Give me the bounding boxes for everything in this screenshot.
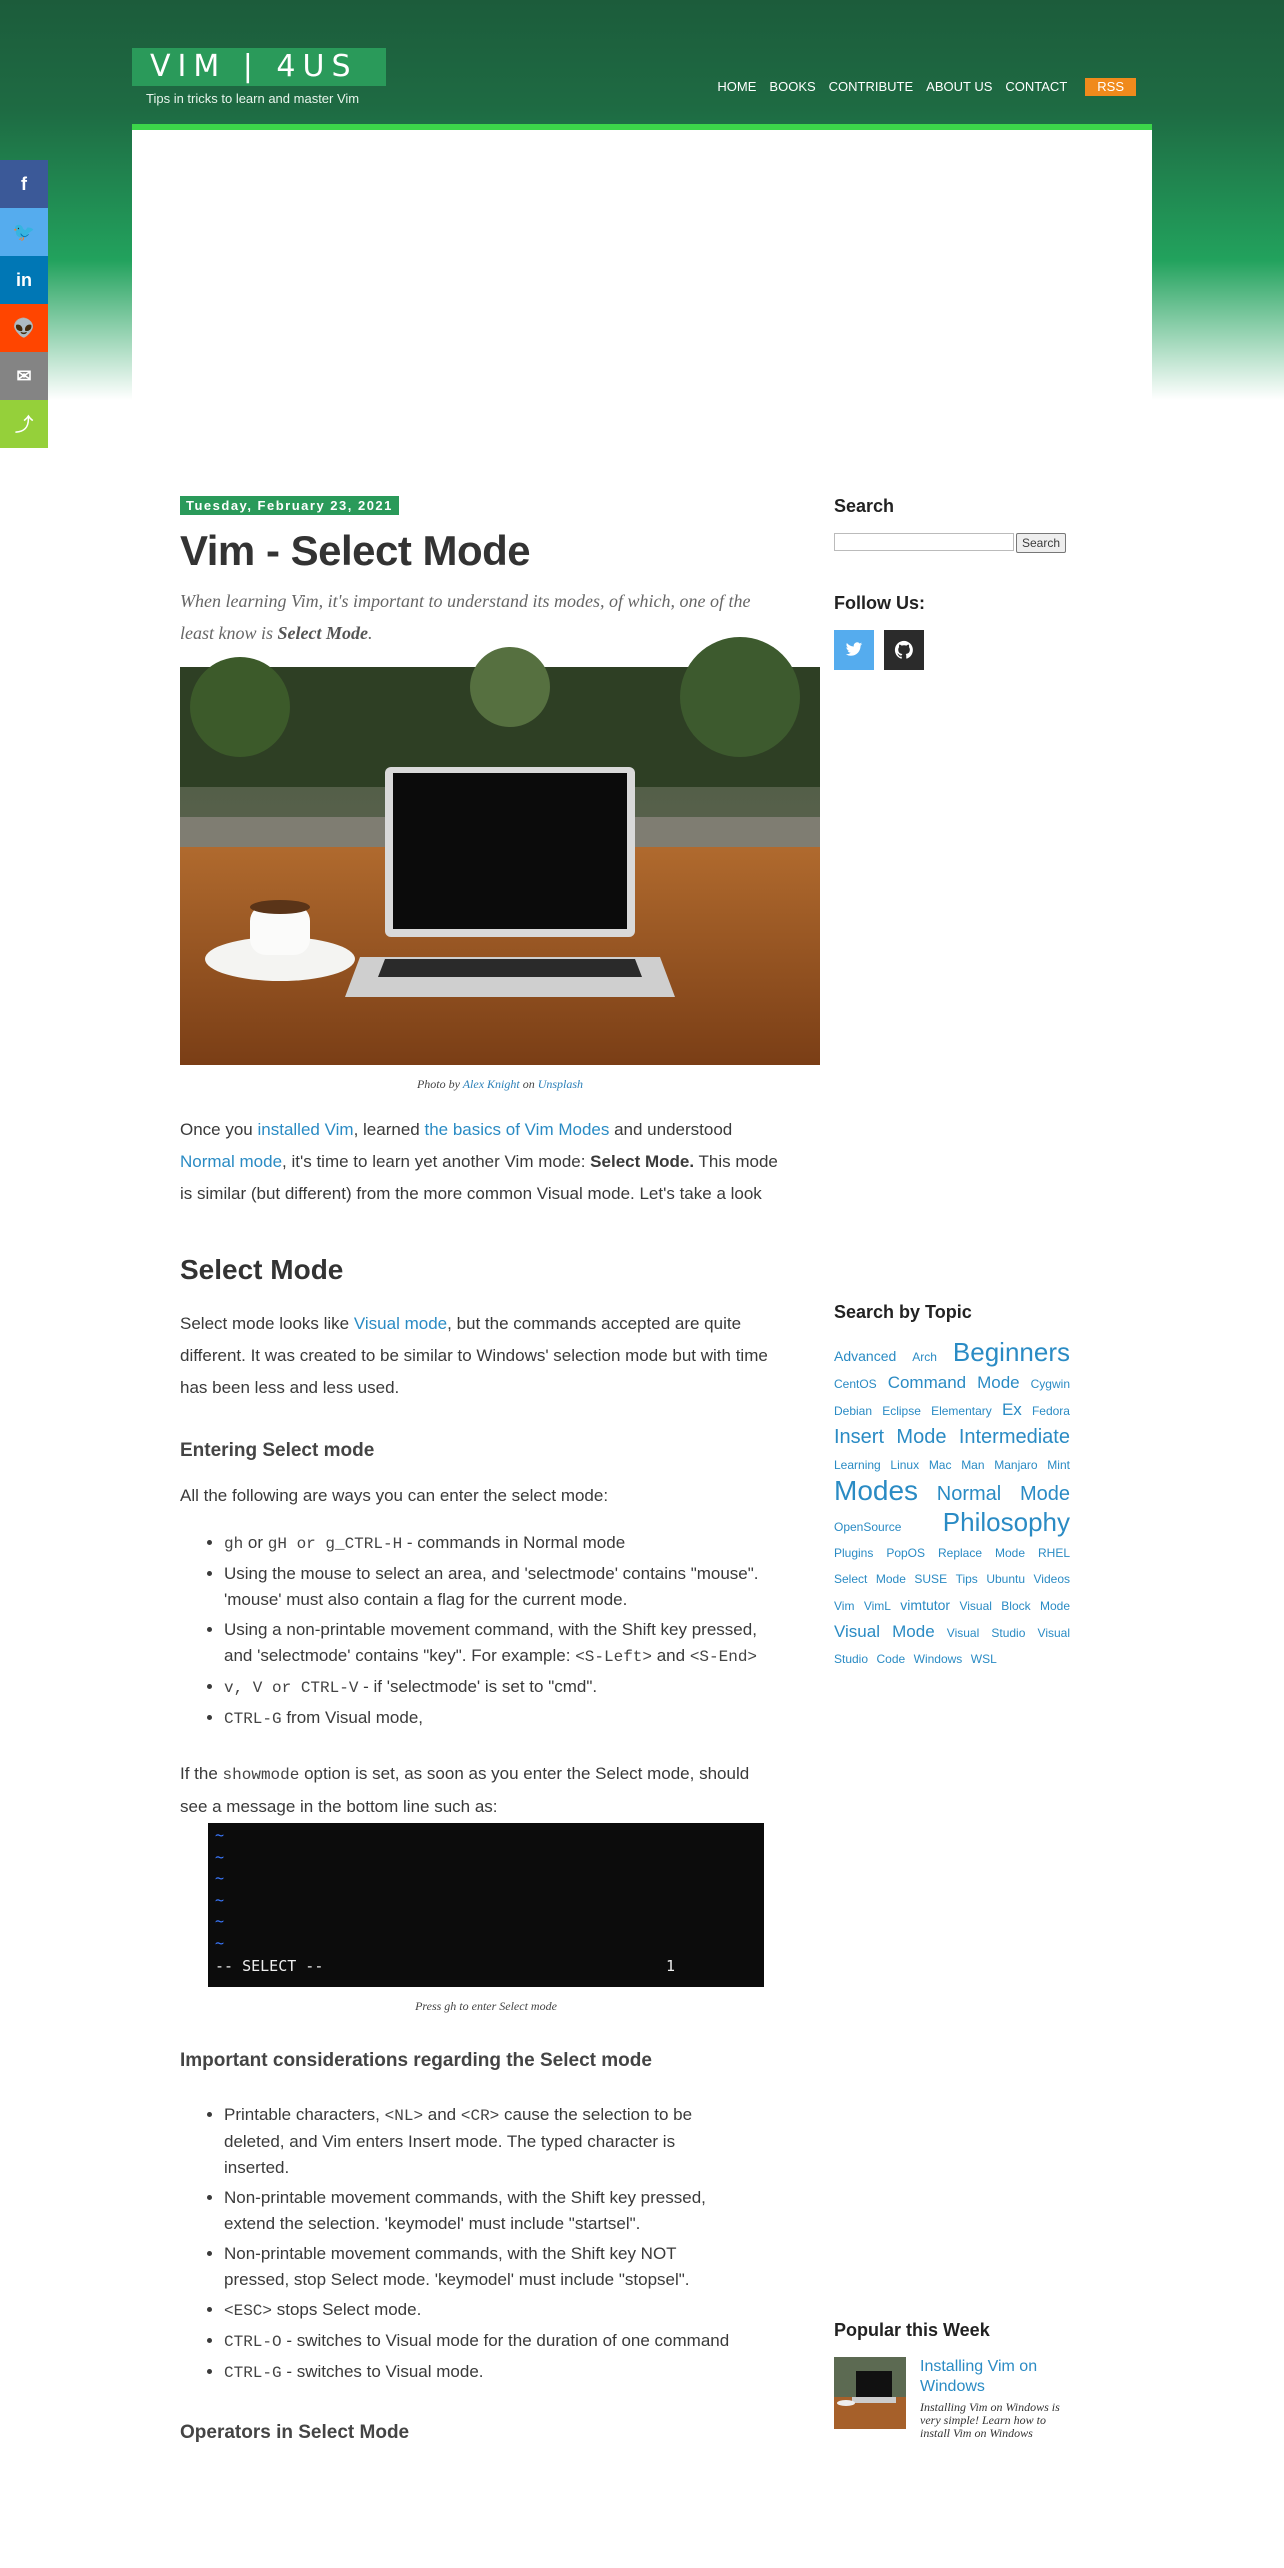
topic-tag[interactable]: Block — [1001, 1599, 1031, 1613]
inline-code: CTRL-O — [224, 2333, 282, 2351]
list-item — [224, 1674, 784, 1701]
topic-tag[interactable]: Select — [834, 1572, 868, 1586]
list-text: - if 'selectmode' is set to "cmd". — [358, 1677, 598, 1696]
topic-tag[interactable]: Elementary — [931, 1404, 992, 1418]
topic-tag[interactable]: Mode — [1039, 1599, 1071, 1613]
twitter-icon[interactable]: 🐦 — [0, 208, 48, 256]
site-logo[interactable] — [132, 48, 386, 86]
showmode-text: option is set, as soon as you enter the Select mode, should see a message in the bottom line such as: — [180, 1764, 750, 1816]
topic-tag[interactable]: SUSE — [914, 1572, 948, 1586]
caption-site-link[interactable]: Unsplash — [537, 1077, 584, 1091]
list-item — [224, 2297, 744, 2324]
list-text: and — [423, 2105, 461, 2124]
list-item — [224, 1561, 784, 1613]
post-photo-laptop — [180, 667, 820, 1065]
topic-tag[interactable]: Mode — [1019, 1483, 1070, 1505]
topic-cloud — [834, 1339, 1074, 1672]
topic-tag[interactable]: Intermediate — [958, 1426, 1070, 1448]
nav-rss[interactable]: RSS — [1085, 78, 1136, 96]
topic-tag[interactable]: Mode — [995, 1546, 1026, 1560]
topic-tag[interactable]: Code — [876, 1652, 906, 1666]
intro-text: , it's time to learn yet another Vim mode: — [282, 1152, 591, 1171]
heading-entering-select-mode: Entering Select mode — [180, 1440, 375, 1461]
facebook-icon[interactable]: f — [0, 160, 48, 208]
topic-tag[interactable]: Beginners — [952, 1337, 1070, 1367]
lead-bold: Select Mode — [277, 623, 368, 643]
intro-text: This mode is similar (but different) from the more common Visual mode. Let's take a look — [180, 1152, 778, 1203]
list-item — [224, 2102, 744, 2181]
post-title: Vim - Select Mode — [180, 527, 531, 574]
entering-list — [224, 1530, 784, 1732]
list-text: from Visual mode, — [281, 1708, 424, 1727]
link-basics-vim-modes[interactable]: the basics of Vim Modes — [424, 1120, 610, 1139]
site-tagline: Tips in tricks to learn and master Vim — [146, 91, 360, 106]
select-mode-paragraph — [180, 1308, 780, 1404]
topic-tag[interactable]: Normal — [936, 1483, 1002, 1505]
intro-bold: Select Mode. — [590, 1152, 695, 1171]
showmode-text: If the — [180, 1764, 223, 1783]
list-text: Printable characters, — [224, 2105, 385, 2124]
nav-home[interactable]: HOME — [717, 79, 757, 94]
topic-tag[interactable]: Studio — [834, 1652, 869, 1666]
topic-tag[interactable]: Vim — [834, 1599, 855, 1613]
nav-contribute[interactable]: CONTRIBUTE — [828, 79, 914, 94]
topic-tag[interactable]: Mode — [875, 1572, 906, 1586]
search-form — [834, 533, 1074, 553]
nav-about-us[interactable]: ABOUT US — [926, 79, 993, 94]
list-item — [224, 2185, 744, 2237]
follow-us-title: Follow Us: — [834, 593, 925, 613]
topic-tag[interactable]: Fedora — [1031, 1404, 1070, 1418]
sidebar — [834, 496, 1074, 2440]
list-text: - switches to Visual mode. — [281, 2362, 484, 2381]
topic-tag[interactable]: Debian — [834, 1404, 873, 1418]
topic-tag[interactable]: Mint — [1047, 1458, 1070, 1472]
topic-tag[interactable]: Man — [961, 1458, 985, 1472]
topic-tag[interactable]: Modes — [834, 1475, 919, 1506]
reddit-icon[interactable]: 👽 — [0, 304, 48, 352]
topic-tag[interactable]: Ex — [1001, 1400, 1022, 1419]
inline-code: <S-End> — [689, 1648, 758, 1666]
popular-post-title[interactable]: Installing Vim on Windows — [920, 2358, 1038, 2395]
terminal-tilde: ~ — [215, 1869, 225, 1887]
popular-this-week-title: Popular this Week — [834, 2320, 990, 2340]
search-button[interactable]: Search — [1016, 533, 1066, 553]
photo-caption — [180, 1077, 820, 1092]
inline-code: <CR> — [460, 2107, 500, 2125]
intro-text: , learned — [353, 1120, 425, 1139]
heading-select-mode: Select Mode — [180, 1254, 344, 1285]
topic-tag[interactable]: Visual — [946, 1626, 980, 1640]
select-text: Select mode looks like — [180, 1314, 354, 1333]
lead-end: . — [367, 623, 373, 643]
inline-code: v, V or CTRL-V — [224, 1679, 359, 1697]
topic-tag[interactable]: Ubuntu — [986, 1572, 1026, 1586]
caption-text-on: on — [519, 1077, 538, 1091]
share-bar — [0, 160, 48, 448]
popular-post-thumbnail[interactable] — [834, 2357, 906, 2429]
topic-tag[interactable]: Plugins — [834, 1546, 874, 1560]
list-item — [224, 1530, 784, 1557]
inline-code: showmode — [222, 1766, 300, 1784]
nav-contact[interactable]: CONTACT — [1005, 79, 1068, 94]
list-text: Non-printable movement commands, with the Shift key NOT pressed, stop Select mode. 'keymodel' must include "stopsel". — [224, 2244, 690, 2289]
terminal-tilde: ~ — [215, 1933, 225, 1952]
topic-tag[interactable]: PopOS — [886, 1546, 926, 1560]
topic-tag[interactable]: Mode — [896, 1426, 947, 1448]
topic-tag[interactable]: Mac — [928, 1458, 952, 1472]
list-text: and — [652, 1646, 690, 1665]
topic-tag[interactable]: Learning — [834, 1458, 881, 1472]
list-item — [224, 1617, 784, 1670]
search-widget-title: Search — [834, 496, 895, 516]
terminal-screenshot — [208, 1823, 764, 1987]
terminal-tilde: ~ — [215, 1847, 225, 1866]
topic-tag[interactable]: Philosophy — [942, 1507, 1070, 1537]
list-text: Using a non-printable movement command, with the Shift key pressed, and 'selectmode' contains "key". For example: — [224, 1620, 757, 1665]
inline-code: gh — [224, 1535, 244, 1553]
nav-books[interactable]: BOOKS — [769, 79, 816, 94]
intro-paragraph — [180, 1114, 780, 1210]
topic-tag[interactable]: CentOS — [834, 1377, 877, 1391]
follow-icons — [834, 630, 1074, 670]
topic-tag[interactable]: Videos — [1033, 1572, 1070, 1586]
link-normal-mode[interactable]: Normal mode — [180, 1152, 283, 1171]
topic-tag[interactable]: Studio — [991, 1626, 1026, 1640]
list-text: - switches to Visual mode for the duration of one command — [281, 2331, 730, 2350]
topic-tag[interactable]: OpenSource — [834, 1520, 902, 1534]
popular-post-desc: Installing Vim on Windows is very simple! Learn how to install Vim on Windows — [920, 2400, 1060, 2440]
topic-tag[interactable]: vimtutor — [900, 1597, 951, 1613]
linkedin-icon[interactable]: in — [0, 256, 48, 304]
topic-tag[interactable]: Visual — [1037, 1626, 1070, 1640]
inline-code: CTRL-G — [224, 1710, 282, 1728]
topic-tag[interactable]: Manjaro — [994, 1458, 1038, 1472]
inline-code: gH or g_CTRL-H — [267, 1535, 403, 1553]
inline-code: CTRL-G — [224, 2364, 282, 2382]
terminal-status: -- SELECT -- — [215, 1957, 324, 1975]
topic-tag[interactable]: WSL — [970, 1652, 997, 1666]
inline-code: <NL> — [384, 2107, 424, 2125]
search-by-topic-title: Search by Topic — [834, 1302, 972, 1322]
site-logo-text: VIM | 4US — [150, 49, 358, 84]
terminal-caption: Press gh to enter Select mode — [415, 1999, 557, 2013]
terminal-tilde: ~ — [215, 1912, 225, 1930]
topic-tag[interactable]: Insert — [834, 1426, 885, 1448]
list-item — [224, 2241, 744, 2293]
list-text: - commands in Normal mode — [402, 1533, 626, 1552]
topic-tag[interactable]: Linux — [890, 1458, 920, 1472]
topic-tag[interactable]: Advanced — [834, 1348, 897, 1364]
topic-tag[interactable]: Replace — [938, 1546, 983, 1560]
topic-tag[interactable]: Tips — [955, 1572, 978, 1586]
caption-author-link[interactable]: Alex Knight — [462, 1077, 520, 1091]
top-nav — [704, 78, 1136, 96]
popular-post-item[interactable] — [834, 2357, 1074, 2440]
topic-tag[interactable]: Visual — [834, 1622, 880, 1641]
topic-tag[interactable]: Command — [887, 1373, 967, 1392]
site-header — [132, 48, 1152, 128]
list-text: cause the selection to be deleted, and Vim enters Insert mode. The typed character is inserted. — [224, 2105, 693, 2177]
important-list — [224, 2102, 744, 2386]
twitter-icon[interactable] — [834, 630, 874, 670]
list-item — [224, 2328, 744, 2355]
inline-code: <S-Left> — [575, 1648, 652, 1666]
topic-tag[interactable]: Mode — [892, 1622, 935, 1641]
github-icon[interactable] — [884, 630, 924, 670]
list-text: Using the mouse to select an area, and 'selectmode' contains "mouse". 'mouse' must also contain a flag for the current mode. — [224, 1564, 759, 1609]
list-text: Non-printable movement commands, with the Shift key pressed, extend the selection. 'keymodel' must include "startsel". — [224, 2188, 706, 2233]
blog-post — [180, 496, 820, 2444]
link-installed-vim[interactable]: installed Vim — [257, 1120, 354, 1139]
entering-paragraph: All the following are ways you can enter the select mode: — [180, 1486, 609, 1505]
intro-text: and understood — [609, 1120, 733, 1139]
list-text: or — [243, 1533, 268, 1552]
caption-text: Photo by — [416, 1077, 463, 1091]
search-input[interactable] — [834, 533, 1014, 551]
heading-important-considerations: Important considerations regarding the Select mode — [180, 2050, 652, 2071]
list-item — [224, 1705, 784, 1732]
heading-operators: Operators in Select Mode — [180, 2422, 410, 2443]
topic-tag[interactable]: Cygwin — [1030, 1377, 1070, 1391]
lead-text: When learning Vim, it's important to understand its modes, of which, one of the least know is — [180, 591, 751, 643]
topic-tag[interactable]: Eclipse — [882, 1404, 921, 1418]
topic-tag[interactable]: VimL — [863, 1599, 891, 1613]
post-lead — [180, 585, 780, 649]
topic-tag[interactable]: Mode — [977, 1373, 1020, 1392]
list-item — [224, 2359, 744, 2386]
topic-tag[interactable]: Arch — [912, 1350, 937, 1364]
showmode-paragraph — [180, 1758, 780, 1823]
email-icon[interactable]: ✉ — [0, 352, 48, 400]
topic-tag[interactable]: Windows — [913, 1652, 963, 1666]
share-icon[interactable]: ⤴ — [0, 400, 48, 448]
inline-code: <ESC> — [224, 2302, 273, 2320]
terminal-tilde: ~ — [215, 1890, 225, 1909]
terminal-tilde: ~ — [215, 1826, 225, 1844]
select-text: , but the commands accepted are quite different. It was created to be similar to Windows' selection mode but with time has been less and less used. — [180, 1314, 768, 1397]
post-date: Tuesday, February 23, 2021 — [180, 496, 399, 515]
terminal-count: 1 — [666, 1957, 676, 1975]
list-text: stops Select mode. — [272, 2300, 422, 2319]
intro-text: Once you — [180, 1120, 258, 1139]
topic-tag[interactable]: Visual — [959, 1599, 992, 1613]
topic-tag[interactable]: RHEL — [1038, 1546, 1071, 1560]
link-visual-mode[interactable]: Visual mode — [353, 1314, 448, 1333]
